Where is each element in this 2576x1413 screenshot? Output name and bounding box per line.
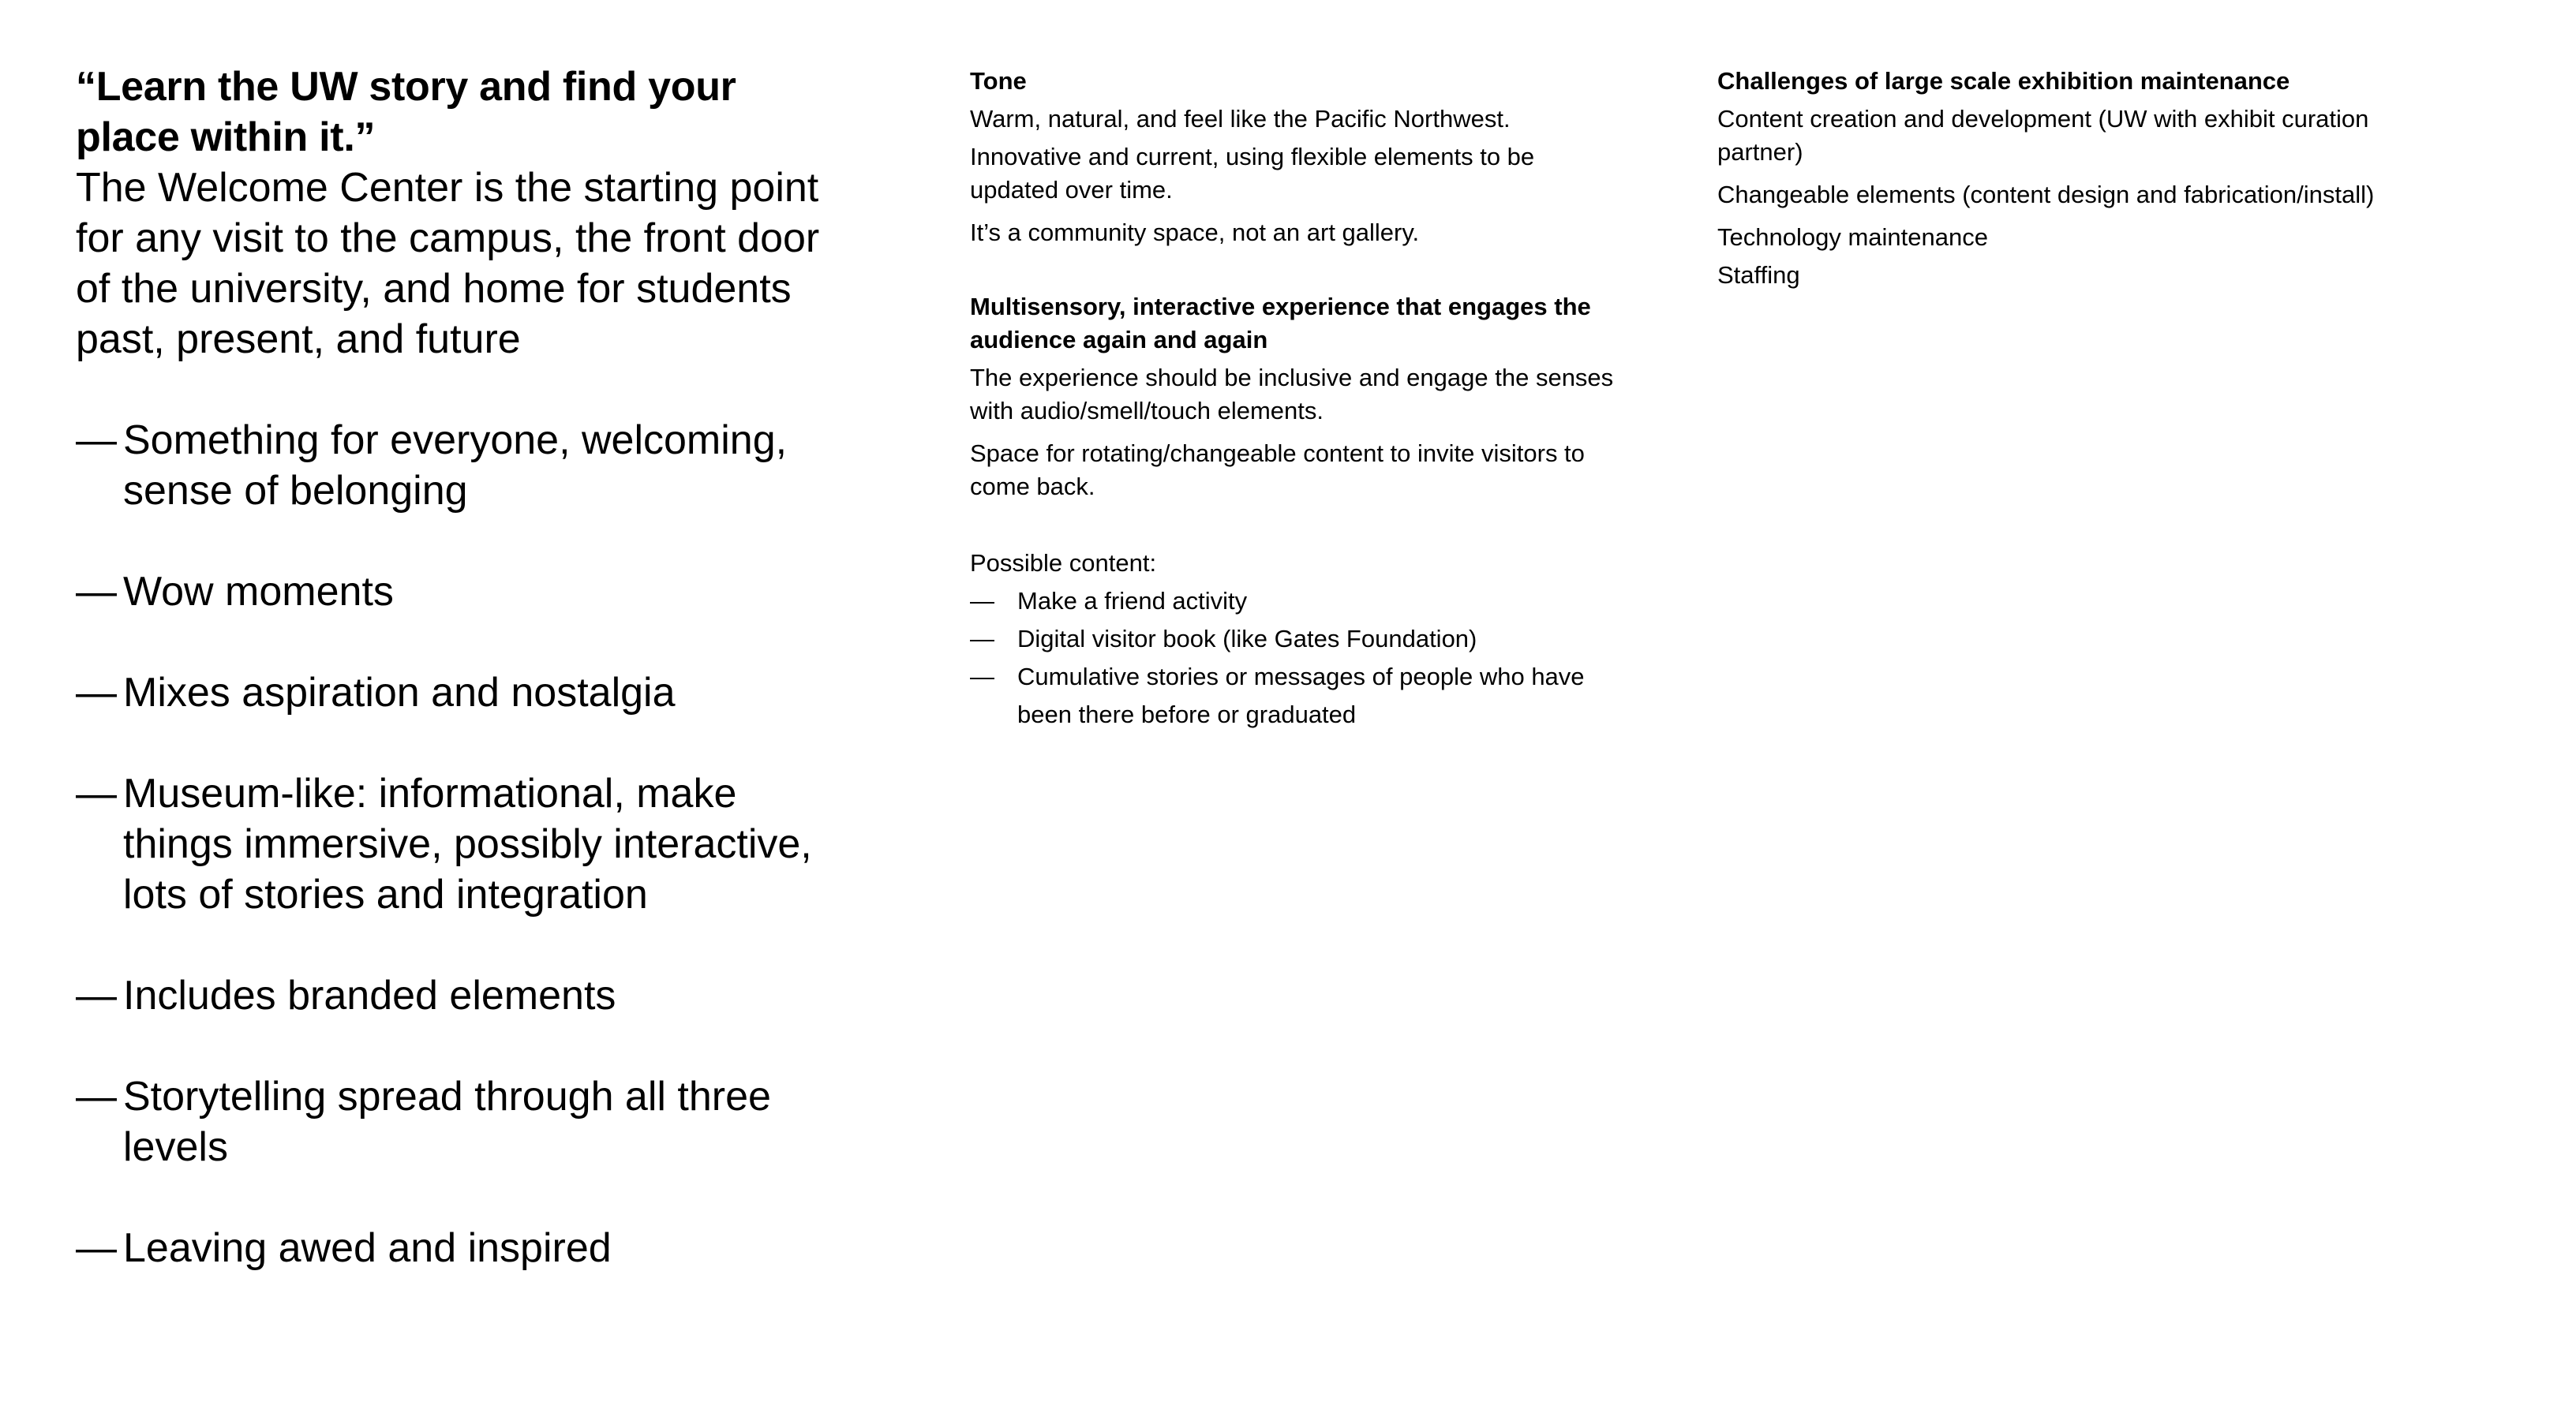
quote-heading: “Learn the UW story and find your place within it.” — [76, 64, 736, 160]
challenge-line: Technology maintenance — [1717, 223, 1988, 251]
middle-column — [970, 65, 1625, 734]
list-item — [970, 582, 1625, 620]
spacer — [970, 513, 1625, 544]
tone-line: It’s a community space, not an art gallery. — [970, 219, 1420, 246]
intro-paragraph: The Welcome Center is the starting point for any visit to the campus, the front door of the university, and home for students past, present, and future — [76, 165, 820, 362]
list-item — [76, 1223, 833, 1273]
right-column — [1717, 65, 2396, 301]
list-item — [970, 620, 1625, 658]
list-item — [76, 667, 833, 718]
multisensory-line: Space for rotating/changeable content to invite visitors to come back. — [970, 439, 1585, 500]
tone-line: Warm, natural, and feel like the Pacific Northwest. — [970, 105, 1511, 133]
challenge-line: Changeable elements (content design and fabrication/install) — [1717, 181, 2375, 208]
spacer — [970, 259, 1625, 290]
list-item — [76, 768, 833, 920]
challenges-heading: Challenges of large scale exhibition maintenance — [1717, 67, 2290, 95]
list-item-text: Digital visitor book (like Gates Foundation) — [1017, 625, 1477, 652]
left-column — [76, 62, 833, 1324]
list-item — [76, 566, 833, 617]
challenge-line: Staffing — [1717, 261, 1800, 289]
dash-marker: — — [76, 1225, 117, 1271]
dash-marker: — — [970, 625, 994, 652]
tone-heading: Tone — [970, 67, 1027, 95]
possible-content-label: Possible content: — [970, 549, 1157, 577]
challenge-line: Content creation and development (UW with exhibit curation partner) — [1717, 105, 2369, 166]
list-item-text: Cumulative stories or messages of people who have been there before or graduated — [1017, 663, 1585, 728]
list-item — [76, 1071, 833, 1172]
list-item-text: Storytelling spread through all three levels — [123, 1074, 771, 1170]
dash-marker: — — [76, 670, 117, 716]
list-item-text: Museum-like: informational, make things immersive, possibly interactive, lots of stories and integration — [123, 771, 812, 918]
list-item-text: Wow moments — [123, 569, 394, 615]
list-item — [76, 970, 833, 1021]
dash-marker: — — [76, 569, 117, 615]
possible-content-list — [970, 582, 1625, 734]
list-item — [970, 658, 1625, 734]
goals-list — [76, 415, 833, 1273]
dash-marker: — — [970, 587, 994, 615]
list-item-text: Make a friend activity — [1017, 587, 1248, 615]
dash-marker: — — [76, 973, 117, 1019]
dash-marker: — — [970, 663, 994, 690]
dash-marker: — — [76, 771, 117, 817]
dash-marker: — — [76, 1074, 117, 1120]
list-item — [76, 415, 833, 516]
multisensory-line: The experience should be inclusive and engage the senses with audio/smell/touch elements. — [970, 364, 1614, 424]
tone-line: Innovative and current, using flexible elements to be updated over time. — [970, 143, 1535, 204]
dash-marker: — — [76, 417, 117, 463]
list-item-text: Includes branded elements — [123, 973, 616, 1019]
list-item-text: Leaving awed and inspired — [123, 1225, 612, 1271]
multisensory-heading: Multisensory, interactive experience that engages the audience again and again — [970, 293, 1591, 353]
list-item-text: Mixes aspiration and nostalgia — [123, 670, 676, 716]
list-item-text: Something for everyone, welcoming, sense of belonging — [123, 417, 788, 514]
